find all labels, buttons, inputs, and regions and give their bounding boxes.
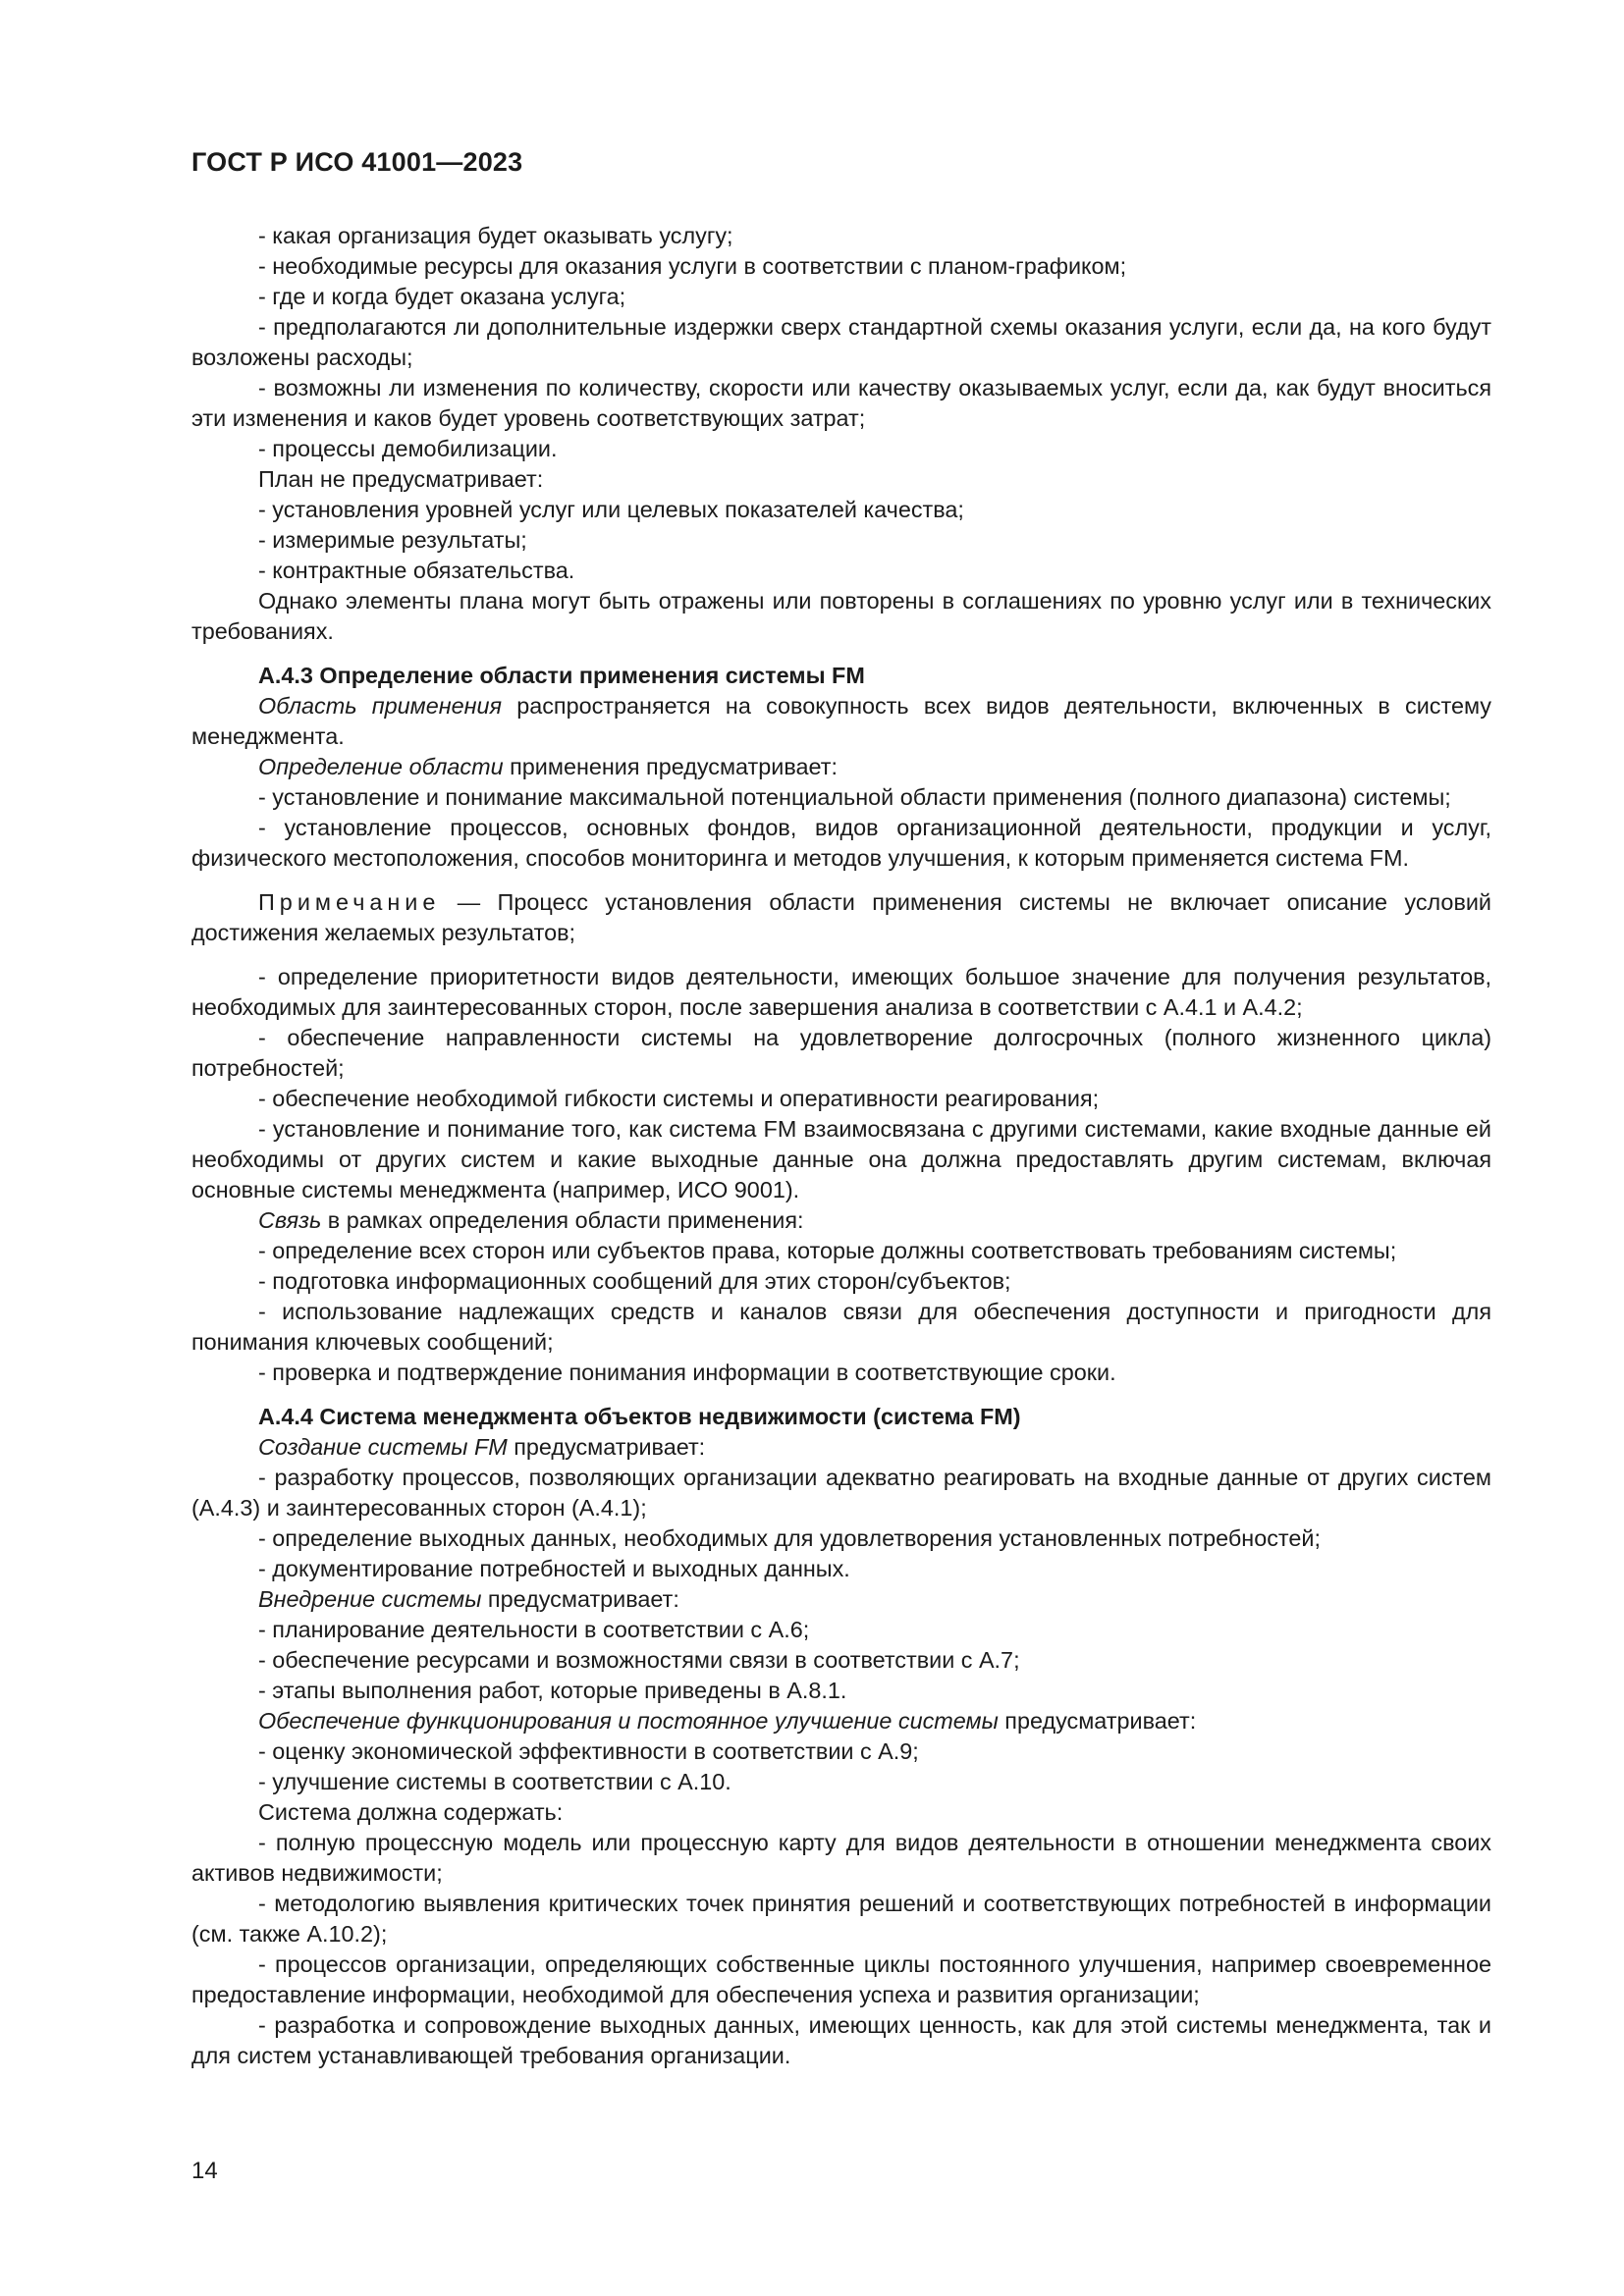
paragraph [191,752,1491,782]
paragraph-text: А.4.3 Определение области применения системы FM [258,663,865,688]
paragraph-text: применения предусматривает: [503,754,838,779]
list-item [191,251,1491,282]
paragraph-text: предусматривает: [998,1708,1197,1734]
list-item [191,495,1491,525]
paragraph [191,464,1491,495]
paragraph-text: - где и когда будет оказана услуга; [258,284,626,309]
list-item [191,312,1491,373]
paragraph-text: - обеспечение направленности системы на удовлетворение долгосрочных (полного жизненного цикла) потребностей; [191,1025,1491,1081]
list-item [191,813,1491,874]
paragraph-text: - установление процессов, основных фондов, видов организационной деятельности, продукции и услуг, физического местоположения, способов мониторинга и методов улучшения, к которым применяется система FM. [191,815,1491,871]
list-item [191,1828,1491,1889]
list-item [191,1767,1491,1797]
paragraph [191,1797,1491,1828]
list-item [191,282,1491,312]
list-item [191,2010,1491,2071]
list-item [191,1523,1491,1554]
paragraph-text: А.4.4 Система менеджмента объектов недвижимости (система FM) [258,1404,1021,1429]
paragraph-text: - этапы выполнения работ, которые приведены в А.8.1. [258,1678,847,1703]
paragraph-text: - разработку процессов, позволяющих организации адекватно реагировать на входные данные от других систем (А.4.3) и заинтересованных сторон (А.4.1); [191,1465,1491,1521]
note-label: Примечание [258,889,441,915]
paragraph-text: - предполагаются ли дополнительные издержки сверх стандартной схемы оказания услуги, если да, на кого будут возложены расходы; [191,314,1491,370]
paragraph [191,1584,1491,1615]
paragraph [191,1432,1491,1463]
list-item [191,221,1491,251]
paragraph-text: - процессов организации, определяющих собственные циклы постоянного улучшения, например своевременное предоставление информации, необходимой для обеспечения успеха и развития организации; [191,1951,1491,2007]
paragraph-text: - измеримые результаты; [258,527,527,553]
list-item [191,1949,1491,2010]
section-heading [191,661,1491,691]
section-heading [191,1402,1491,1432]
paragraph-text: - установления уровней услуг или целевых показателей качества; [258,497,964,522]
list-item [191,556,1491,586]
list-item [191,1463,1491,1523]
paragraph-text: - необходимые ресурсы для оказания услуги в соответствии с планом-графиком; [258,253,1127,279]
list-item [191,962,1491,1023]
list-item [191,1114,1491,1205]
italic-term: Связь [258,1207,322,1233]
paragraph-text: — Процесс установления области применения системы не включает описание условий достижения желаемых результатов; [191,889,1491,945]
paragraph-text: - планирование деятельности в соответствии с А.6; [258,1617,810,1642]
italic-term: Создание системы FM [258,1434,508,1460]
italic-term: Определение области [258,754,504,779]
paragraph-text: - контрактные обязательства. [258,558,575,583]
paragraph-text: - установление и понимание того, как система FM взаимосвязана с другими системами, какие входные данные ей необходимы от других систем и какие выходные данные она должна предоставлять другим системам, включая основные системы менеджмента (например, ИСО 9001). [191,1116,1491,1202]
paragraph-text: - возможны ли изменения по количеству, скорости или качеству оказываемых услуг, если да, как будут вноситься эти изменения и каков будет уровень соответствующих затрат; [191,375,1491,431]
list-item [191,434,1491,464]
list-item [191,1615,1491,1645]
paragraph [191,586,1491,647]
paragraph [191,691,1491,752]
paragraph-text: предусматривает: [481,1586,679,1612]
list-item [191,1676,1491,1706]
list-item [191,1297,1491,1358]
paragraph-text: - методологию выявления критических точек принятия решений и соответствующих потребностей в информации (см. также А.10.2); [191,1891,1491,1947]
list-item [191,1084,1491,1114]
document-body [191,221,1491,2071]
list-item [191,1554,1491,1584]
list-item [191,1236,1491,1266]
list-item [191,525,1491,556]
document-header: ГОСТ Р ИСО 41001—2023 [191,147,523,177]
paragraph-text: - какая организация будет оказывать услугу; [258,223,733,248]
list-item [191,782,1491,813]
paragraph-text: в рамках определения области применения: [321,1207,804,1233]
paragraph [191,1205,1491,1236]
paragraph-text: - использование надлежащих средств и каналов связи для обеспечения доступности и пригодности для понимания ключевых сообщений; [191,1299,1491,1355]
paragraph-text: - определение всех сторон или субъектов права, которые должны соответствовать требованиям системы; [258,1238,1397,1263]
paragraph-text: - определение приоритетности видов деятельности, имеющих большое значение для получения результатов, необходимых для заинтересованных сторон, после завершения анализа в соответствии с А.4.1 и А.4.2; [191,964,1491,1020]
list-item [191,1736,1491,1767]
paragraph-text: - проверка и подтверждение понимания информации в соответствующие сроки. [258,1360,1116,1385]
paragraph-text: - полную процессную модель или процессную карту для видов деятельности в отношении менеджмента своих активов недвижимости; [191,1830,1491,1886]
paragraph-text: - оценку экономической эффективности в соответствии с А.9; [258,1738,919,1764]
paragraph-text: - обеспечение ресурсами и возможностями связи в соответствии с А.7; [258,1647,1020,1673]
paragraph-text: Однако элементы плана могут быть отражены или повторены в соглашениях по уровню услуг или в технических требованиях. [191,588,1491,644]
italic-term: Область применения [258,693,502,719]
paragraph [191,1706,1491,1736]
page-number: 14 [191,2158,218,2184]
paragraph-text: - обеспечение необходимой гибкости системы и оперативности реагирования; [258,1086,1100,1111]
paragraph-text: распространяется на совокупность всех видов деятельности, включенных в систему менеджмента. [191,693,1491,749]
list-item [191,1023,1491,1084]
paragraph-text: Система должна содержать: [258,1799,564,1825]
paragraph-text: План не предусматривает: [258,466,544,492]
italic-term: Внедрение системы [258,1586,482,1612]
list-item [191,1266,1491,1297]
paragraph-text: - определение выходных данных, необходимых для удовлетворения установленных потребностей; [258,1525,1321,1551]
list-item [191,1889,1491,1949]
paragraph-text: - разработка и сопровождение выходных данных, имеющих ценность, как для этой системы менеджмента, так и для систем устанавливающей требования организации. [191,2012,1491,2068]
paragraph-text: - документирование потребностей и выходных данных. [258,1556,850,1581]
list-item [191,373,1491,434]
paragraph-text: - подготовка информационных сообщений для этих сторон/субъектов; [258,1268,1011,1294]
list-item [191,1645,1491,1676]
paragraph-text: - установление и понимание максимальной потенциальной области применения (полного диапазона) системы; [258,784,1451,810]
italic-term: Обеспечение функционирования и постоянное улучшение системы [258,1708,999,1734]
paragraph-text: предусматривает: [507,1434,706,1460]
note-paragraph [191,887,1491,948]
paragraph-text: - процессы демобилизации. [258,436,558,461]
paragraph-text: - улучшение системы в соответствии с А.10. [258,1769,731,1794]
list-item [191,1358,1491,1388]
